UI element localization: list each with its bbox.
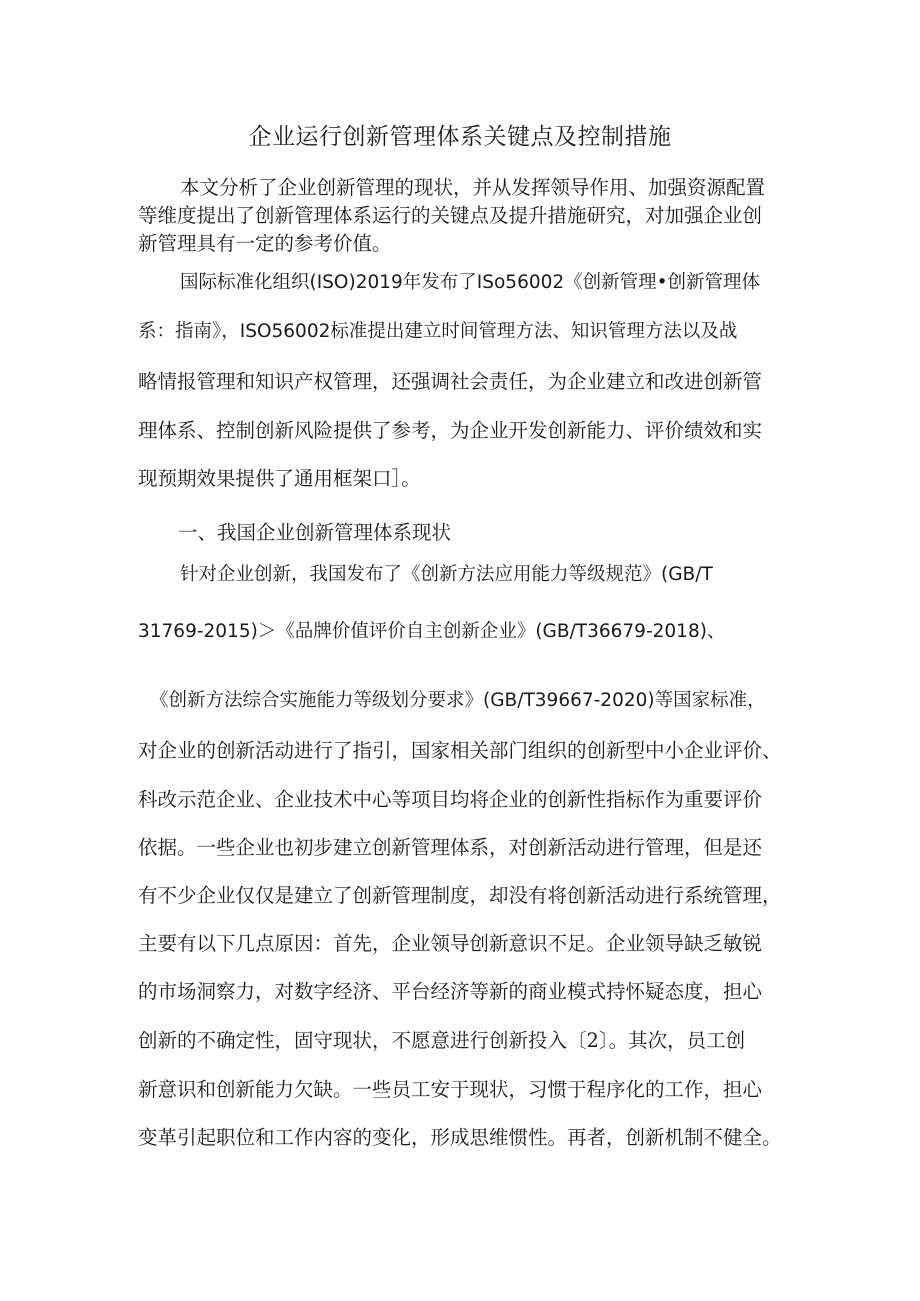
section1-line-1: 针对企业创新，我国发布了《创新方法应用能力等级规范》(GB/T: [180, 564, 713, 585]
abstract-line-3: 新管理具有一定的参考价值。: [138, 232, 392, 255]
abstract-line-1: 本文分析了企业创新管理的现状，并从发挥领导作用、加强资源配置: [180, 176, 766, 199]
section1-line-12: 变革引起职位和工作内容的变化，形成思维惯性。再者，创新机制不健全。: [138, 1126, 782, 1149]
section1-line-10: 创新的不确定性，固守现状，不愿意进行创新投入〔2〕。其次，员工创: [138, 1029, 746, 1052]
document-title: 企业运行创新管理体系关键点及控制措施: [248, 124, 672, 150]
section-heading: 一、我国企业创新管理体系现状: [178, 521, 452, 544]
intro-line-3: 略情报管理和知识产权管理，还强调社会责任，为企业建立和改进创新管: [138, 370, 763, 393]
intro-line-5: 现预期效果提供了通用框架口］。: [138, 467, 421, 490]
section1-line-4: 对企业的创新活动进行了指引，国家相关部门组织的创新型中小企业评价、: [138, 739, 782, 762]
section1-line-9: 的市场洞察力，对数字经济、平台经济等新的商业模式持怀疑态度，担心: [138, 980, 763, 1003]
intro-line-4: 理体系、控制创新风险提供了参考，为企业开发创新能力、评价绩效和实: [138, 419, 763, 442]
section1-line-3: 《创新方法综合实施能力等级划分要求》(GB/T39667-2020)等国家标准，: [150, 690, 766, 711]
intro-line-1: 国际标准化组织(ISO)2019年发布了ISo56002《创新管理•创新管理体: [180, 272, 761, 293]
intro-line-2: 系：指南》，ISO56002标准提出建立时间管理方法、知识管理方法以及战: [138, 321, 738, 342]
section1-line-5: 科改示范企业、企业技术中心等项目均将企业的创新性指标作为重要评价: [138, 788, 763, 811]
section1-line-8: 主要有以下几点原因：首先，企业领导创新意识不足。企业领导缺乏敏锐: [138, 932, 763, 955]
section1-line-6: 依据。一些企业也初步建立创新管理体系，对创新活动进行管理，但是还: [138, 836, 763, 859]
section1-line-7: 有不少企业仅仅是建立了创新管理制度，却没有将创新活动进行系统管理，: [138, 884, 782, 907]
abstract-line-2: 等维度提出了创新管理体系运行的关键点及提升措施研究，对加强企业创: [138, 204, 763, 227]
section1-line-11: 新意识和创新能力欠缺。一些员工安于现状，习惯于程序化的工作，担心: [138, 1078, 763, 1101]
section1-line-2: 31769-2015)＞《品牌价值评价自主创新企业》(GB/T36679-2018)、: [138, 621, 726, 642]
